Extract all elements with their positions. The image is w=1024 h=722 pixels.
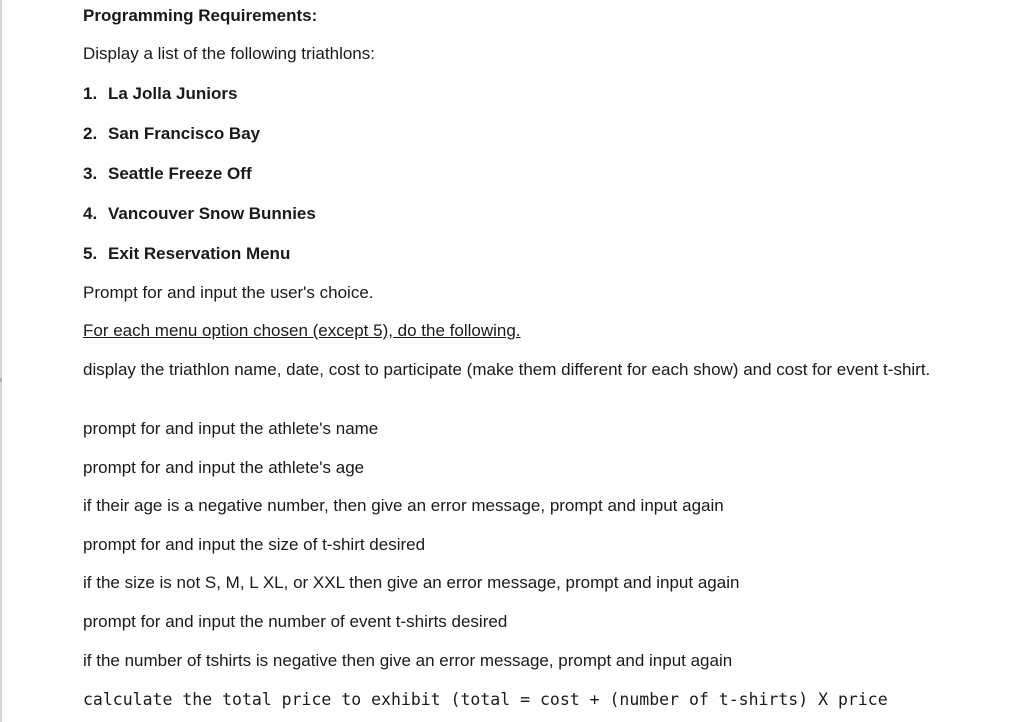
menu-item-label: San Francisco Bay <box>108 124 261 143</box>
size-check-text: if the size is not S, M, L XL, or XXL then give an error message, prompt and input again <box>83 573 740 592</box>
menu-item-3 <box>83 163 252 184</box>
display-details-text: display the triathlon name, date, cost to participate (make them different for each show) and cost for event t-shirt. <box>83 360 931 379</box>
intro-text: Display a list of the following triathlons: <box>83 44 375 63</box>
menu-item-number: 5. <box>83 244 98 263</box>
calc-total-text: calculate the total price to exhibit (total = cost + (number of t-shirts) X price <box>83 690 888 709</box>
menu-item-label: Seattle Freeze Off <box>108 164 252 183</box>
menu-item-number: 2. <box>83 124 98 143</box>
for-each-instruction: For each menu option chosen (except 5), do the following. <box>83 321 521 340</box>
prompt-size-text: prompt for and input the size of t-shirt desired <box>83 535 426 554</box>
prompt-count-text: prompt for and input the number of event t-shirts desired <box>83 612 508 631</box>
menu-item-label: Exit Reservation Menu <box>108 244 291 263</box>
menu-item-label: La Jolla Juniors <box>108 84 238 103</box>
prompt-age-text: prompt for and input the athlete's age <box>83 458 365 477</box>
menu-item-label: Vancouver Snow Bunnies <box>108 204 316 223</box>
menu-item-2 <box>83 123 260 144</box>
menu-item-5 <box>83 243 290 264</box>
menu-item-4 <box>83 203 316 224</box>
count-check-text: if the number of tshirts is negative then give an error message, prompt and input again <box>83 651 733 670</box>
age-check-text: if their age is a negative number, then give an error message, prompt and input again <box>83 496 724 515</box>
menu-item-1 <box>83 83 237 104</box>
left-border-tick <box>0 378 2 382</box>
menu-item-number: 4. <box>83 204 98 223</box>
left-border <box>0 0 2 722</box>
menu-item-number: 1. <box>83 84 98 103</box>
menu-item-number: 3. <box>83 164 98 183</box>
prompt-name-text: prompt for and input the athlete's name <box>83 419 379 438</box>
section-heading: Programming Requirements: <box>83 6 318 25</box>
prompt-choice-text: Prompt for and input the user's choice. <box>83 283 374 302</box>
